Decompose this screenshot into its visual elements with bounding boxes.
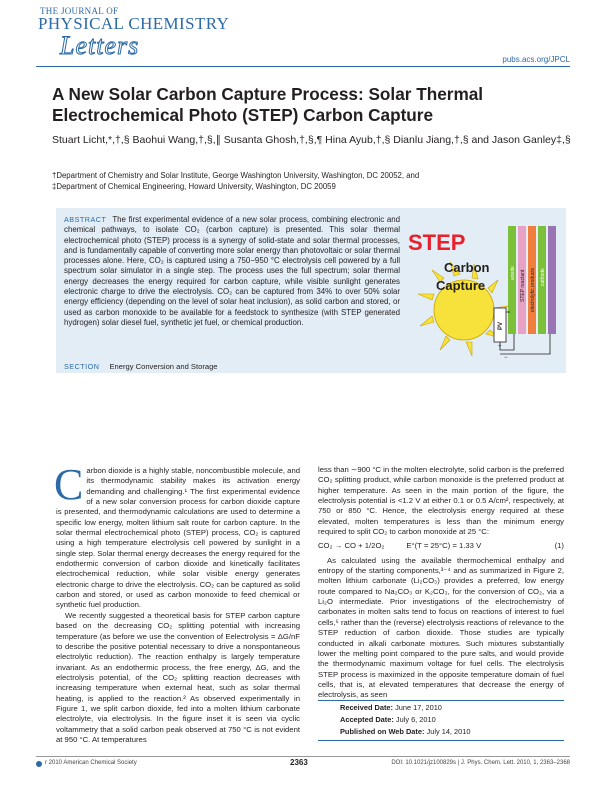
- section-label: SECTION: [64, 362, 100, 371]
- cell-diagram: [494, 226, 556, 361]
- journal-prefix: THE JOURNAL OF: [40, 6, 119, 16]
- equation-number: (1): [554, 541, 564, 551]
- paragraph-intro-text: arbon dioxide is a highly stable, noncombustible molecule, and its thermodynamic stability makes its activation energy demanding and challenging.¹ The first experimental evidence of a new solar conversion process for carbon dioxide capture is presented, and thermodynamic calculations are used to determine a specific low energy, molten lithium salt route for carbon capture. In the solar thermal electrochemical photo (STEP) process, CO₂ is captured using a high temperature electrolysis cell powered by sunlight in a single step. Solar thermal energy decreases the energy required for the endothermic conversion of carbon dioxide and kinetically facilitates electrochemical reduction, while solar visible energy generates electronic charge to drive the electrolysis. CO₂ can be captured as solid carbon and stored, or used as carbon monoxide to feed chemical or synthetic fuel production.: [56, 466, 300, 610]
- journal-url[interactable]: pubs.acs.org/JPCL: [502, 55, 570, 64]
- page-number: 2363: [290, 758, 308, 767]
- paragraph-thermo: As calculated using the available thermochemical enthalpy and entropy of the starting components,³⁻⁴ and as summarized in Figure 2, molten lithium carbonate (Li₂CO₃) provides a preferred, low energy route compared to Na₂CO₃ or K₂CO₃, for the conversion of CO₂, via a Li₂O intermediate. Prior investigations of the electrochemistry of carbonates in molten salts tend to focus on reactions of interest to fuel cells,⁵ rather than the (reverse) electrolysis reactions of relevance to the STEP reduction of carbon dioxide. Those studies are typically conducted in alkali carbonate mixtures. Such mixtures substantially lower the melting point compared to the pure salts, and would provide the thermodynamic maximum voltage for fuel cells. The electrolysis STEP process is maximized in the opposite temperature domain of fuel cells, that is, at elevated temperatures that decrease the energy of electrolysis, as seen: [318, 555, 564, 700]
- copyright: r 2010 American Chemical Society: [45, 760, 137, 766]
- acs-logo-icon: [36, 761, 42, 767]
- equation-1: [318, 541, 564, 551]
- wire-cathode: [500, 334, 550, 354]
- bar-label-reactant: STEP reactant: [520, 269, 526, 302]
- doi-citation[interactable]: DOI: 10.1021/jz100829s | J. Phys. Chem. Lett. 2010, 1, 2363–2368: [391, 760, 570, 766]
- footer-rule: [36, 756, 570, 757]
- author-list: Stuart Licht,*,†,§ Baohui Wang,†,§,∥ Susanta Ghosh,†,§,¶ Hina Ayub,†,§ Dianlu Jiang,†,§ and Jason Ganley‡,§: [52, 134, 571, 146]
- paragraph-theory: We recently suggested a theoretical basis for STEP carbon capture based on the decreasing CO₂ splitting potential with increasing temperature (as before we use the convention of Eelectrolysis = ΔG/nF to describe the positive potential necessary to drive a nonspontaneous electrolytic reduction). The reaction enthalpy is largely temperature invariant. As an endothermic process, the free energy, ΔG, and the electrolysis potential, of the CO₂ splitting reaction decreases with increasing temperature when external heat, such as solar thermal heating, is applied to the reaction.² As observed experimentally in Figure 1, we split carbon dioxide, fed into a molten lithium carbonate electrolyte, via electrolysis. In the figure inset it is seen via cyclic voltammetry that a solid carbon peak observed at 750 °C is not evident at 950 °C. At temperatures: [56, 610, 300, 744]
- body-right-column: [318, 465, 564, 701]
- body-left-column: [54, 460, 300, 745]
- outer-bar: [548, 226, 556, 334]
- accepted-date: Accepted Date: July 6, 2010: [340, 715, 436, 724]
- minus-sign: −: [504, 355, 508, 361]
- dates-rule-top: [318, 700, 564, 701]
- section-line: [64, 362, 218, 371]
- bar-label-cathode: cathode: [540, 268, 546, 286]
- abstract-text: The first experimental evidence of a new solar process, combining electronic and chemical pathways, to isolate CO₂ (carbon capture) is presented. This solar thermal electrochemical photo (STEP) process is a synergy of solid-state and solar thermal processes, and is fundamentally capable of converting more solar energy than photovoltaic or solar thermal processes alone. Here, CO₂ is captured using a 750−950 °C electrolysis cell powered by a full spectrum solar simulator in a single step. The process uses the full spectrum; solar thermal energy decreases the energy required for carbon capture, while visible sunlight generates electronic charge to drive the electrolysis. CO₂ can be captured from 34% to over 50% solar energy efficiency (depending on the level of solar heat inclusion), as solid carbon and stored, or used as carbon monoxide to be available for a feedstock to synthesize (with STEP generated hydrogen) solar diesel fuel, synthetic jet fuel, or chemical production.: [64, 215, 400, 327]
- journal-letters: Letters: [60, 31, 140, 60]
- equation-potential: E°(T = 25°C) = 1.33 V: [406, 541, 482, 551]
- abstract-heading: ABSTRACT: [64, 215, 107, 224]
- figure-title-carbon: Carbon: [444, 260, 490, 275]
- dates-rule-bottom: [318, 740, 564, 741]
- published-date: Published on Web Date: July 14, 2010: [340, 727, 471, 736]
- figure-title-capture: Capture: [436, 278, 486, 293]
- paragraph-continued: less than ∼900 °C in the molten electrolyte, solid carbon is the preferred CO₂ splitting product, while carbon monoxide is the preferred product at higher temperature. As seen in the main portion of the figure, the electrolysis potential is <1.2 V at either 0.1 or 0.5 A/cm², respectively, at 750 or 850 °C. Hence, the electrolysis energy required at these elevated, molten temperatures is less than the minimum energy required to split CO₂ to carbon monoxide at 25 °C:: [318, 465, 564, 537]
- journal-name: PHYSICAL CHEMISTRY: [38, 14, 230, 33]
- drop-cap: C: [54, 460, 84, 509]
- figure-title-step: STEP: [408, 230, 466, 255]
- abstract: [64, 215, 400, 328]
- received-date: Received Date: June 17, 2010: [340, 703, 442, 712]
- equation-reaction: CO₂ → CO + 1/2O₂: [318, 541, 385, 551]
- bar-label-anode: anode: [510, 266, 516, 280]
- affiliations: [52, 170, 572, 192]
- affiliation-1: †Department of Chemistry and Solar Institute, George Washington University, Washington, DC 20052, and: [52, 171, 420, 180]
- section-value: Energy Conversion and Storage: [109, 362, 218, 371]
- article-dates: [340, 702, 564, 738]
- toc-figure: [402, 222, 562, 368]
- affiliation-2: ‡Department of Chemical Engineering, Howard University, Washington, DC 20059: [52, 182, 336, 191]
- pv-label: PV: [498, 321, 504, 330]
- article-title: A New Solar Carbon Capture Process: Solar Thermal Electrochemical Photo (STEP) Carbon Capture: [52, 84, 484, 125]
- bar-label-products: electrolytic products: [530, 267, 536, 312]
- header-rule: [36, 66, 570, 67]
- plus-sign: +: [498, 344, 502, 350]
- paragraph-intro: [54, 460, 300, 611]
